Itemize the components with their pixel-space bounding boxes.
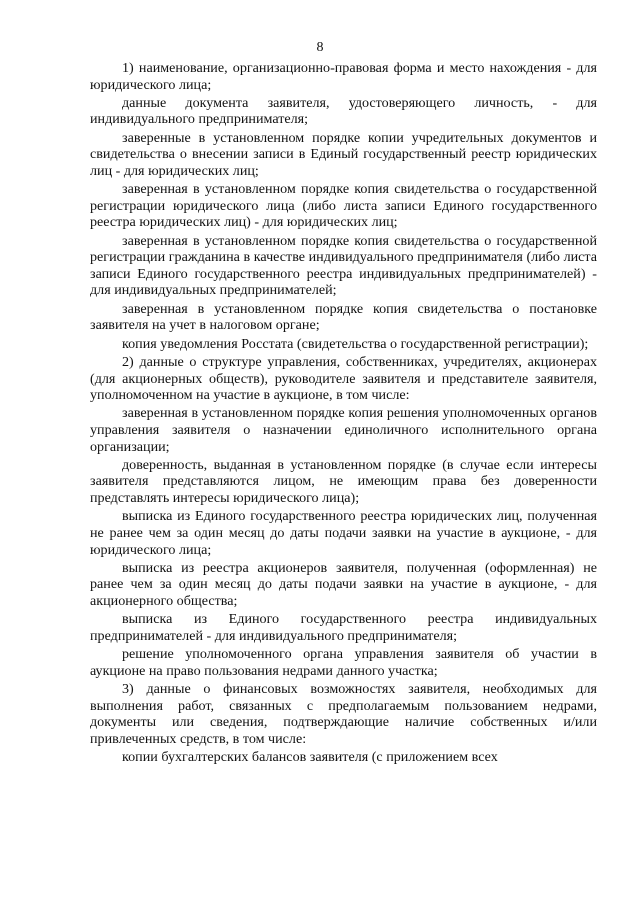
document-body bbox=[90, 60, 597, 767]
paragraph-9: заверенная в установленном порядке копия решения уполномоченных органов управления заявителя о назначении единоличного исполнительного органа организации; bbox=[90, 405, 597, 455]
paragraph-2: данные документа заявителя, удостоверяющего личность, - для индивидуального предпринимателя; bbox=[90, 94, 597, 128]
paragraph-8: 2) данные о структуре управления, собственниках, учредителях, акционерах (для акционерных обществ), руководителе заявителя и представителе заявителя, уполномоченном на участие в аукционе, в том числе: bbox=[90, 353, 597, 404]
paragraph-5: заверенная в установленном порядке копия свидетельства о государственной регистрации гражданина в качестве индивидуального предпринимателя (либо листа записи Единого государственного реестра индивидуальных предпринимателей) - для индивидуальных предпринимателей; bbox=[90, 232, 597, 299]
paragraph-7: копия уведомления Росстата (свидетельства о государственной регистрации); bbox=[122, 335, 589, 352]
page-number: 8 bbox=[316, 40, 324, 55]
paragraph-6: заверенная в установленном порядке копия свидетельства о постановке заявителя на учет в налоговом органе; bbox=[90, 300, 597, 334]
paragraph-15: 3) данные о финансовых возможностях заявителя, необходимых для выполнения работ, связанных с предполагаемым пользованием недрами, документы или сведения, подтверждающие наличие собственных и/или привлеченных средств, в том числе: bbox=[90, 681, 597, 747]
paragraph-13: выписка из Единого государственного реестра индивидуальных предпринимателей - для индивидуального предпринимателя; bbox=[90, 611, 597, 644]
paragraph-16: копии бухгалтерских балансов заявителя (с приложением всех bbox=[122, 749, 498, 766]
paragraph-12: выписка из реестра акционеров заявителя, полученная (оформленная) не ранее чем за один месяц до даты подачи заявки на участие в аукционе, - для акционерного общества; bbox=[90, 559, 597, 609]
paragraph-1: 1) наименование, организационно-правовая форма и место нахождения - для юридического лица; bbox=[90, 60, 597, 93]
paragraph-4: заверенная в установленном порядке копия свидетельства о государственной регистрации юридического лица (либо листа записи Единого государственного реестра юридических лиц) - для юридических лиц; bbox=[90, 181, 597, 231]
paragraph-11: выписка из Единого государственного реестра юридических лиц, полученная не ранее чем за один месяц до даты подачи заявки на участие в аукционе, - для юридического лица; bbox=[90, 508, 597, 558]
paragraph-10: доверенность, выданная в установленном порядке (в случае если интересы заявителя представляются лицом, не имеющим права без доверенности представлять интересы юридического лица); bbox=[90, 456, 597, 507]
paragraph-3: заверенные в установленном порядке копии учредительных документов и свидетельства о внесении записи в Единый государственный реестр юридических лиц - для юридических лиц; bbox=[90, 129, 597, 179]
paragraph-14: решение уполномоченного органа управления заявителя об участии в аукционе на право пользования недрами данного участка; bbox=[90, 646, 597, 679]
